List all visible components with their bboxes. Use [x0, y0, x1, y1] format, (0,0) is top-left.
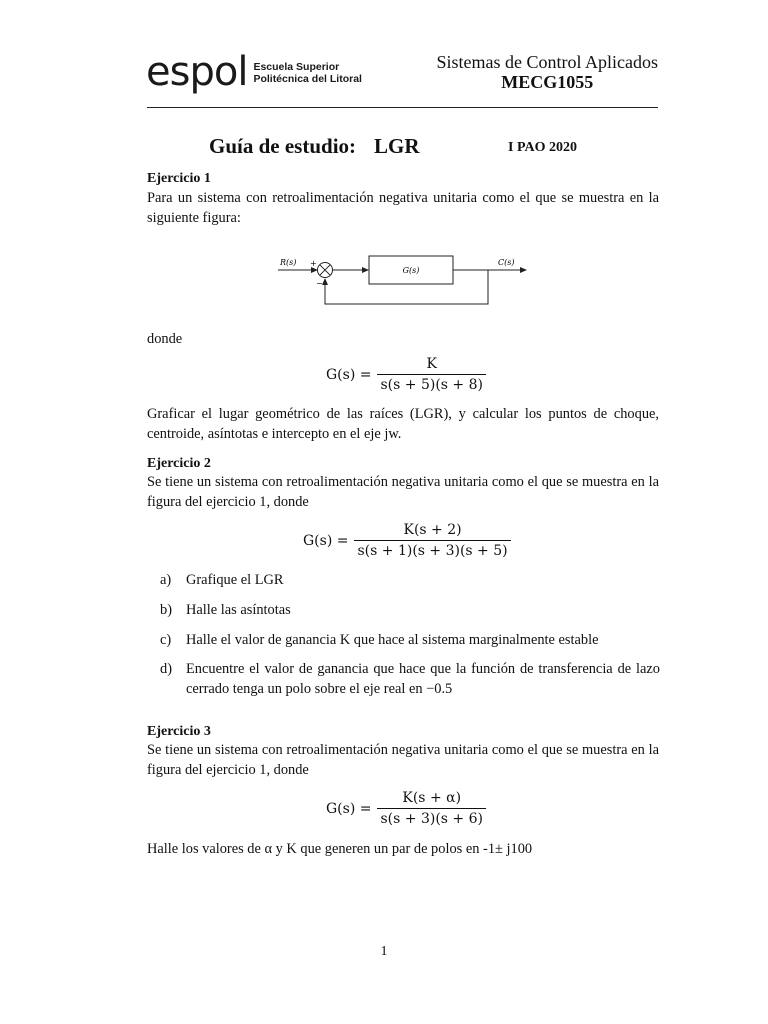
list-marker: d) — [160, 661, 172, 677]
ej1-heading: Ejercicio 1 — [147, 171, 211, 186]
term-label: I PAO 2020 — [508, 140, 577, 155]
summing-minus: − — [316, 279, 323, 288]
ej2-eq-numerator: K(s + 2) — [403, 522, 462, 538]
ej2-intro: Se tiene un sistema con retroalimentación negativa unitaria como el que se muestra en la figura del ejercicio 1, donde — [147, 474, 659, 510]
course-header — [437, 52, 658, 92]
ej3-equation — [326, 790, 486, 827]
ej1-equation — [326, 356, 486, 393]
page-title — [209, 134, 420, 159]
list-text: Halle el valor de ganancia K que hace al sistema marginalmente estable — [186, 632, 599, 648]
ej2-eq-fraction — [354, 522, 510, 559]
page-number: 1 — [380, 944, 388, 959]
logo-subtitle — [253, 61, 362, 85]
ej3-task: Halle los valores de α y K que generen un par de polos en -1± j100 — [147, 841, 533, 857]
ej3-heading: Ejercicio 3 — [147, 724, 211, 739]
ej3-eq-numerator: K(s + α) — [402, 790, 462, 806]
logo-wordmark: espol — [146, 49, 248, 95]
ej2-eq-lhs: G(s) = — [303, 532, 349, 549]
ej3-intro: Se tiene un sistema con retroalimentación negativa unitaria como el que se muestra en la figura del ejercicio 1, donde — [147, 742, 659, 778]
summing-plus: + — [310, 259, 317, 268]
logo-sub-line1: Escuela Superior — [253, 61, 340, 73]
ej2-equation — [303, 522, 511, 559]
course-name: Sistemas de Control Aplicados — [436, 52, 658, 72]
ej1-eq-lhs: G(s) = — [326, 366, 372, 383]
ej1-eq-denominator: s(s + 5)(s + 8) — [377, 374, 485, 393]
list-text: Grafique el LGR — [186, 572, 284, 588]
list-text: Encuentre el valor de ganancia que hace que la función de transferencia de lazo cerrado tenga un polo sobre el eje real en −0.5 — [186, 661, 660, 697]
ej3-eq-fraction — [377, 790, 485, 827]
ej2-eq-denominator: s(s + 1)(s + 3)(s + 5) — [354, 540, 510, 559]
espol-logo — [146, 49, 362, 95]
ej1-intro: Para un sistema con retroalimentación negativa unitaria como el que se muestra en la siguiente figura: — [147, 190, 659, 226]
ej1-eq-numerator: K — [426, 356, 437, 372]
ej1-donde: donde — [147, 331, 183, 347]
ej1-task: Graficar el lugar geométrico de las raíces (LGR), y calcular los puntos de choque, centroide, asíntotas e intercepto en el eje jw. — [147, 406, 659, 442]
ej3-eq-lhs: G(s) = — [326, 800, 372, 817]
ej1-eq-fraction — [377, 356, 485, 393]
title-topic: LGR — [374, 134, 420, 158]
plant-label: G(s) — [402, 266, 420, 275]
list-marker: c) — [160, 632, 172, 648]
list-marker: b) — [160, 602, 172, 618]
ej3-eq-denominator: s(s + 3)(s + 6) — [377, 808, 485, 827]
header-rule — [147, 107, 658, 108]
logo-sub-line2: Politécnica del Litoral — [253, 73, 362, 85]
list-text: Halle las asíntotas — [186, 602, 291, 618]
feedback-block-diagram — [276, 246, 538, 312]
input-label: R(s) — [280, 258, 297, 267]
ej2-heading: Ejercicio 2 — [147, 456, 211, 471]
list-marker: a) — [160, 572, 172, 588]
course-code: MECG1055 — [501, 72, 594, 92]
title-main: Guía de estudio: — [209, 134, 357, 158]
output-label: C(s) — [498, 258, 515, 267]
ej2-task-list — [160, 571, 660, 711]
